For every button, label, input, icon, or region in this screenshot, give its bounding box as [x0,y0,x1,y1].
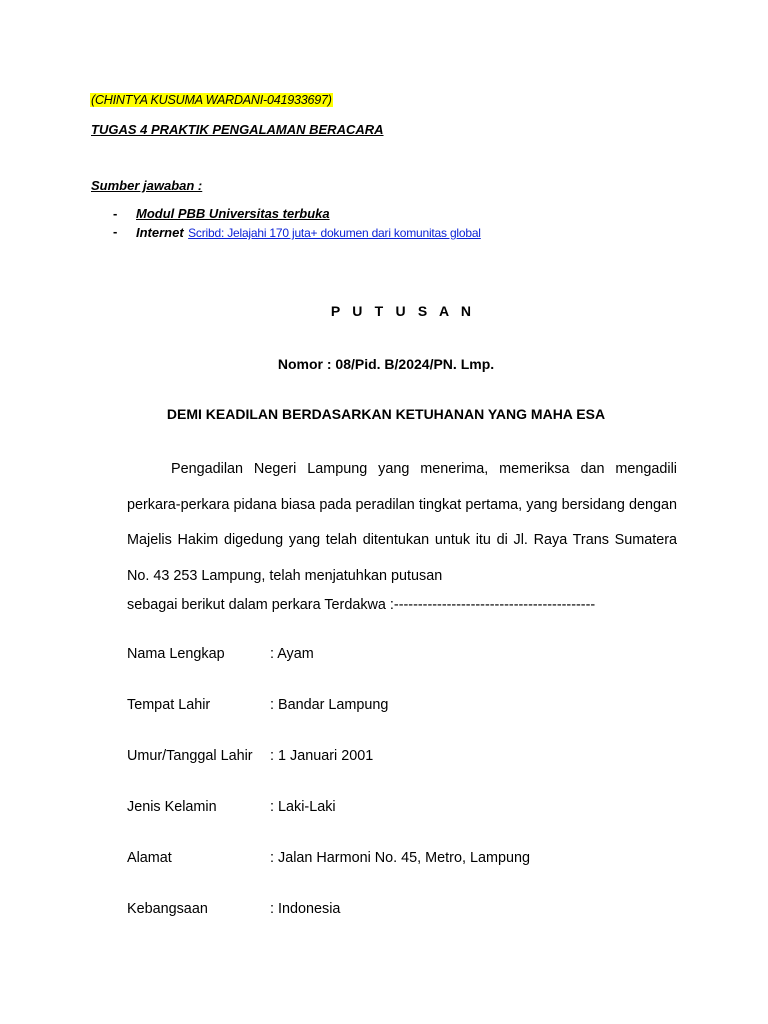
sources-label: Sumber jawaban : [91,178,203,193]
verdict-title: P U T U S A N [330,303,476,319]
author-highlight: (CHINTYA KUSUMA WARDANI-041933697) [91,93,332,107]
scribd-link[interactable]: Scribd: Jelajahi 170 juta+ dokumen dari komunitas global [188,226,481,240]
source-item-modul: Modul PBB Universitas terbuka [136,206,330,221]
task-title: TUGAS 4 PRAKTIK PENGALAMAN BERACARA [91,122,384,137]
verdict-paragraph: Pengadilan Negeri Lampung yang menerima, memeriksa dan mengadili perkara-perkara pidana biasa pada peradilan tingkat pertama, yang bersidang dengan Majelis Hakim digedung yang telah ditentukan untuk itu di Jl. Raya Trans Sumatera No. 43 253 Lampung, telah menjatuhkan putusan [127,461,677,584]
field-label-name: Nama Lengkap [127,646,225,662]
verdict-invocation: DEMI KEADILAN BERDASARKAN KETUHANAN YANG MAHA ESA [166,406,606,422]
field-label-birthplace: Tempat Lahir [127,697,211,713]
field-value-sex: : Laki-Laki [270,799,336,815]
field-label-nationality: Kebangsaan [127,901,208,917]
bullet-marker: - [113,224,118,239]
verdict-number: Nomor : 08/Pid. B/2024/PN. Lmp. [277,356,495,372]
field-label-age: Umur/Tanggal Lahir [127,748,253,764]
field-label-address: Alamat [127,850,172,866]
field-value-address: : Jalan Harmoni No. 45, Metro, Lampung [270,850,530,866]
bullet-marker: - [113,206,118,221]
field-value-nationality: : Indonesia [270,901,341,917]
field-value-birthplace: : Bandar Lampung [270,697,389,713]
source-item-internet [136,224,481,242]
verdict-paragraph-tail: sebagai berikut dalam perkara Terdakwa :------------------------------------------ [127,597,596,613]
field-label-sex: Jenis Kelamin [127,799,217,815]
field-value-name: : Ayam [270,646,314,662]
field-value-age: : 1 Januari 2001 [270,748,374,764]
source-item-internet-label: Internet [136,225,184,240]
